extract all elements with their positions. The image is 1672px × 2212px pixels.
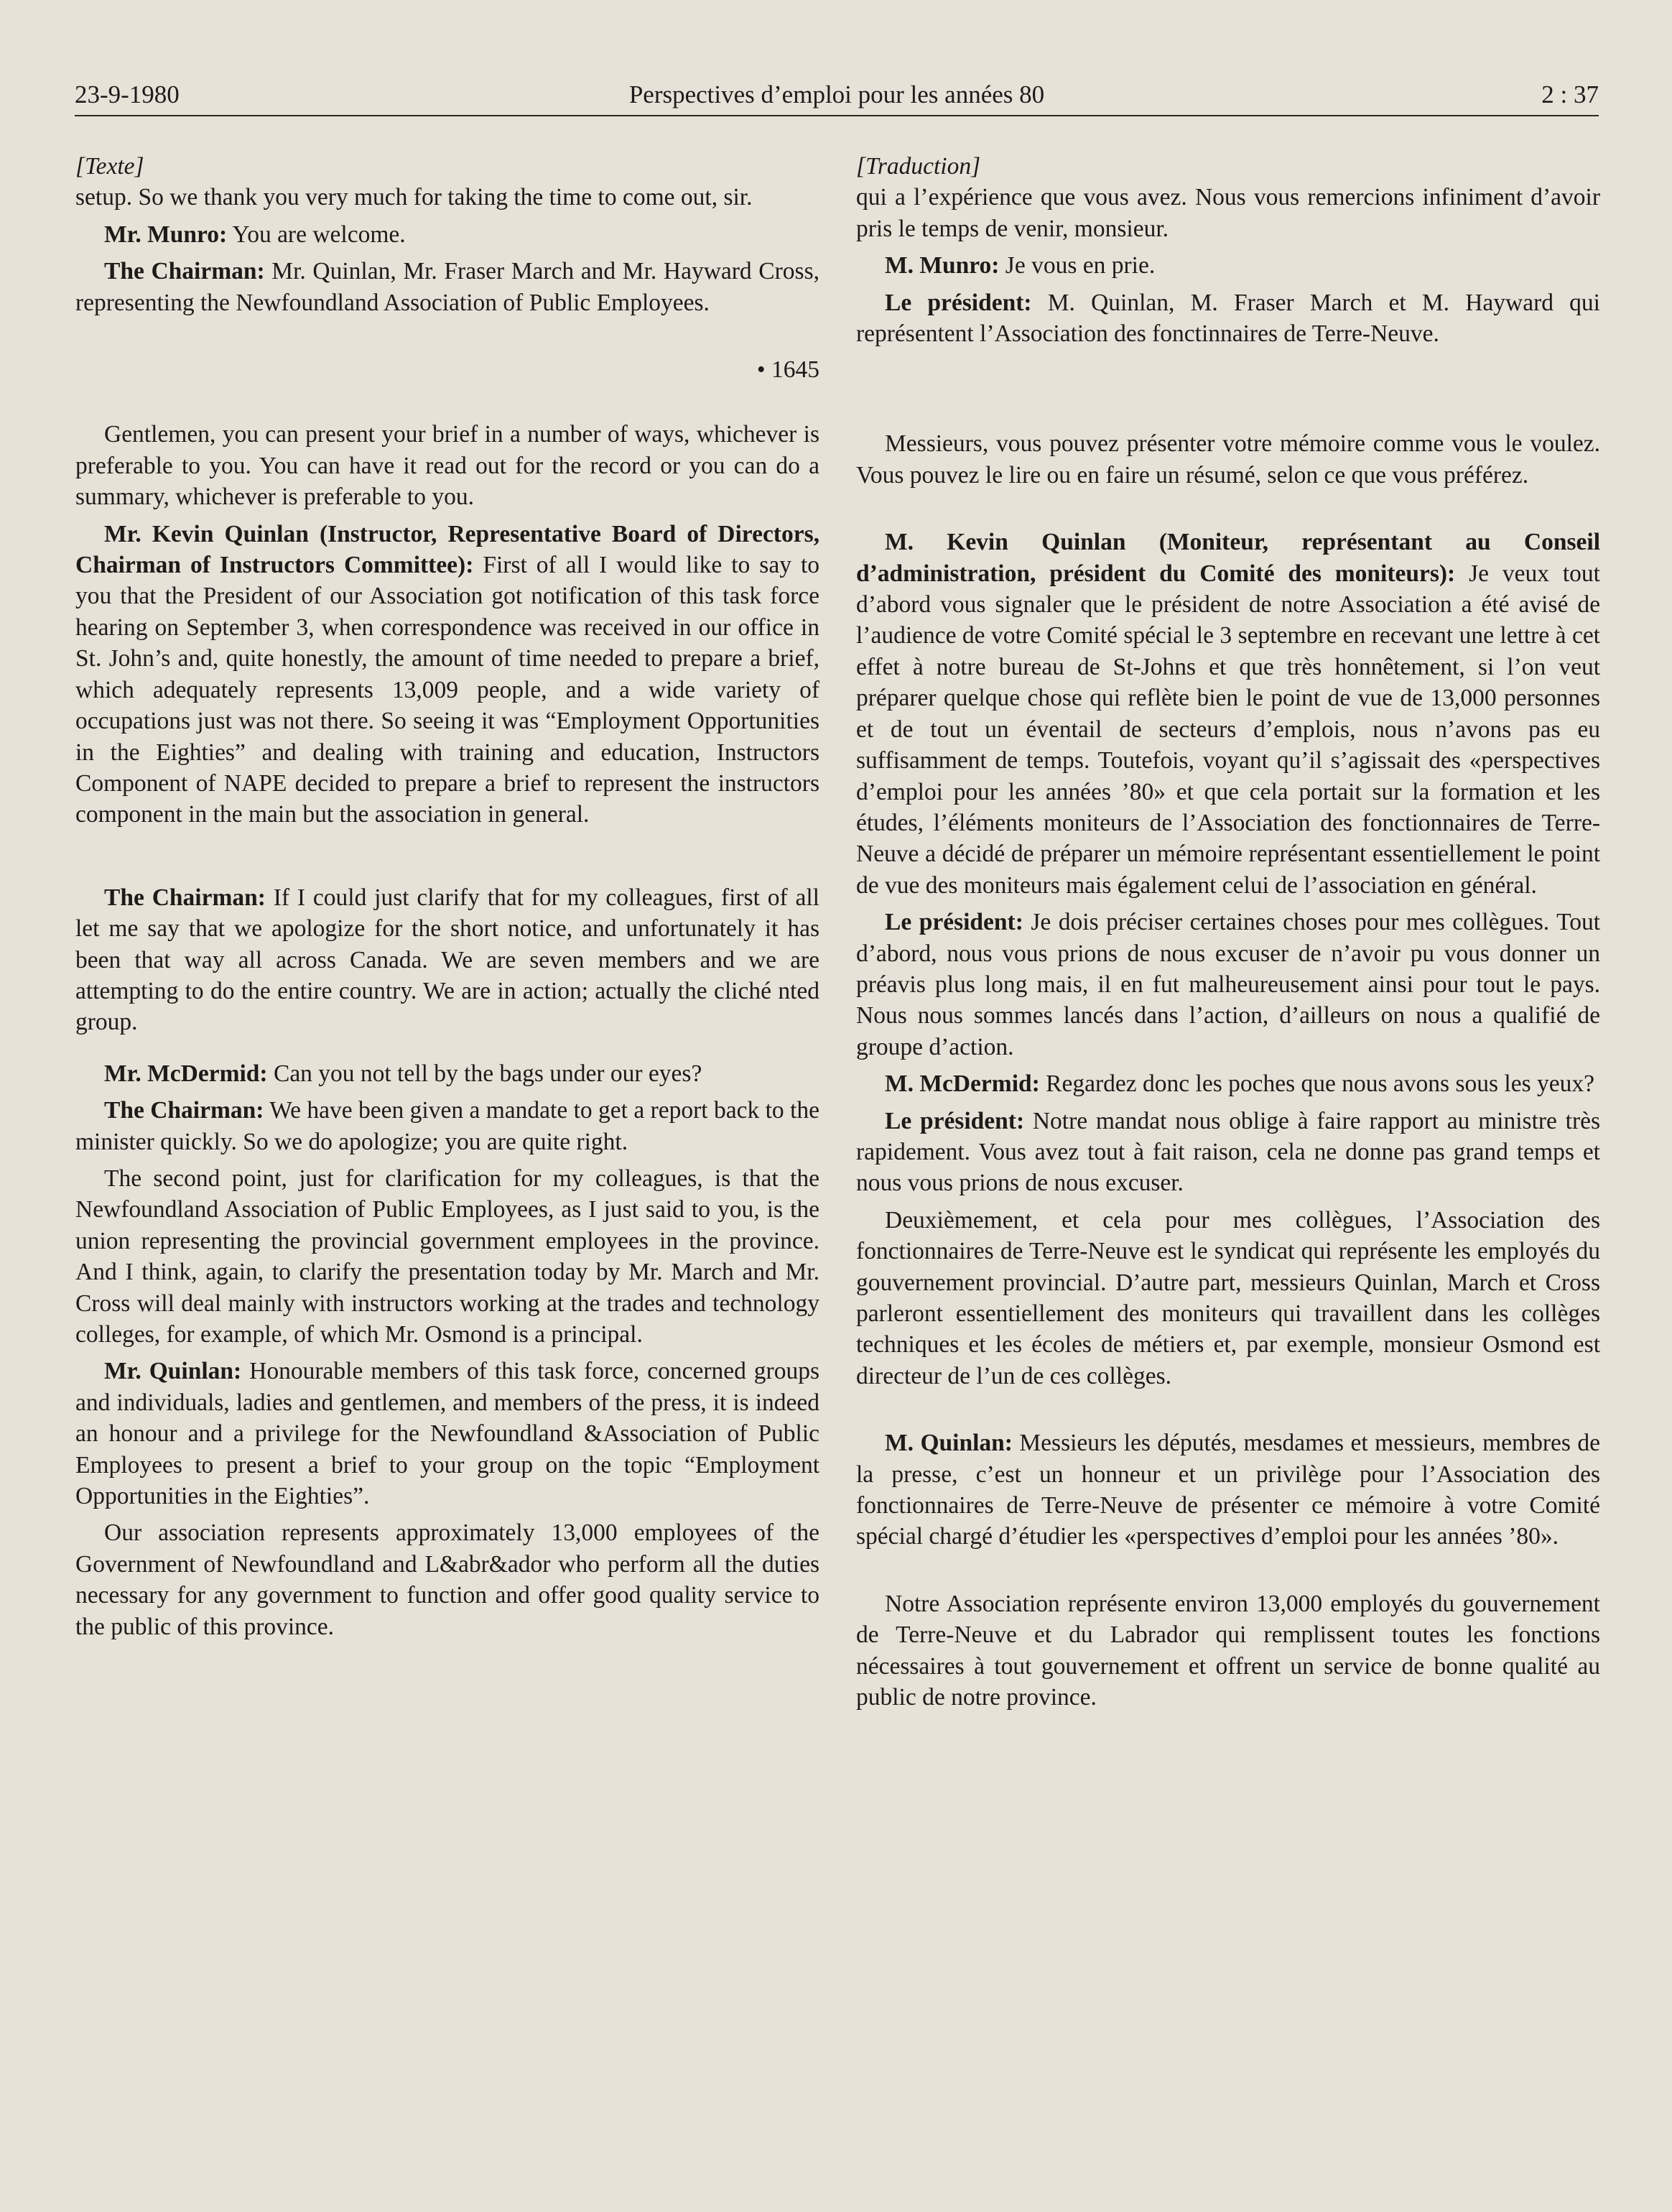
speaker-name: Mr. Kevin Quinlan (Instructor, Representative Board of Directors, Chairman of Instructors Committee): [75,520,819,579]
paragraph: Mr. McDermid: Can you not tell by the bags under our eyes? [104,1060,702,1087]
paragraph: Our association represents approximately 13,000 employees of the Government of Newfoundland and L&abr&ador who perform all the duties necessary for any government to function and offer good quality service to the public of this province. [75,1519,819,1640]
english-column [75,151,819,1642]
paragraph: qui a l’expérience que vous avez. Nous vous remercions infiniment d’avoir pris le temps de venir, monsieur. [856,184,1600,242]
paragraph: The Chairman: We have been given a mandate to get a report back to the minister quickly. So we do apologize; you are quite right. [75,1097,819,1155]
text-tag: [Texte] [75,153,144,180]
speaker-name: Mr. Quinlan: [104,1358,242,1385]
paragraph: setup. So we thank you very much for taking the time to come out, sir. [75,184,753,211]
paragraph: M. McDermid: Regardez donc les poches que nous avons sous les yeux? [885,1070,1594,1098]
speaker-name: Le président: [885,909,1023,936]
header-title: Perspectives d’emploi pour les années 80 [628,80,1045,108]
speaker-name: M. Munro: [885,252,1000,279]
paragraph: Mr. Munro: You are welcome. [104,221,406,248]
paragraph: M. Munro: Je vous en prie. [885,252,1156,279]
paragraph: Gentlemen, you can present your brief in a number of ways, whichever is preferable to you. You can have it read out for the record or you can do a summary, whichever is preferable to you. [75,421,819,511]
header-date: 23-9-1980 [75,80,180,108]
speaker-name: M. Quinlan: [885,1430,1013,1457]
speaker-name: Mr. Munro: [104,221,228,248]
speaker-name: M. Kevin Quinlan (Moniteur, représentant au Conseil d’administration, président du Comité des moniteurs): [856,529,1600,587]
paragraph: Le président: M. Quinlan, M. Fraser March et M. Hayward qui représentent l’Association des fonctinnaires de Terre-Neuve. [856,289,1600,348]
translation-tag: [Traduction] [856,153,981,180]
speaker-name: The Chairman: [104,1097,264,1124]
speaker-name: Le président: [885,1107,1025,1134]
speaker-name: Mr. McDermid: [104,1060,268,1087]
speaker-name: The Chairman: [104,884,266,911]
paragraph: Messieurs, vous pouvez présenter votre mémoire comme vous le voulez. Vous pouvez le lire ou en faire un résumé, selon ce que vous préférez. [856,430,1600,489]
paragraph: Le président: Je dois préciser certaines choses pour mes collègues. Tout d’abord, nous vous prions de nous excuser de n’avoir pu vous donner un préavis plus long mais, il en fut malheureusement ainsi pour tout le pays. Nous nous sommes lancés dans l’action, d’ailleurs on nous a qualifié de groupe d’action. [856,909,1601,1060]
paragraph: The Chairman: Mr. Quinlan, Mr. Fraser March and Mr. Hayward Cross, representing the Newfoundland Association of Public Employees. [75,258,819,316]
page-number: 2 : 37 [1541,80,1599,108]
paragraph: The Chairman: If I could just clarify that for my colleagues, first of all let me say that we apologize for the short notice, and unfortunately it has been that way all across Canada. We are seven members and we are attempting to do the entire country. We are in action; actually the cliché nted group. [75,884,819,1036]
paragraph: M. Quinlan: Messieurs les députés, mesdames et messieurs, membres de la presse, c’est un honneur et un privilège pour l’Association des fonctionnaires de Terre-Neuve de présenter ce mémoire à votre Comité spécial chargé d’étudier les «perspectives d’emploi pour les années ’80». [856,1430,1601,1550]
speaker-name: The Chairman: [104,258,265,285]
paragraph: Notre Association représente environ 13,000 employés du gouvernement de Terre-Neuve et du Labrador qui remplissent toutes les fonctions nécessaires à tout gouvernement et offrent un service de bonne qualité au public de notre province. [856,1590,1600,1711]
paragraph: M. Kevin Quinlan (Moniteur, représentant au Conseil d’administration, président du Comité des moniteurs): Je veux tout d’abord vous signaler que le président de notre Association a été avisé de l’audience de votre Comité spécial le 3 septembre en recevant une lettre à cet effet à notre bureau de St-Johns et que très honnêtement, si l’on veut préparer quelque chose qui reflète bien le point de vue de 13,000 personnes et de tout un éventail de secteurs d’emplois, nous n’avons pas eu suffisamment de temps. Toutefois, voyant qu’il s’agissait des «perspectives d’emploi pour les années ’80» et que cela portait sur la formation et les études, l’éléments moniteurs de l’Association des fonctionnaires de Terre-Neuve a décidé de préparer un mémoire représentant essentiellement le point de vue des moniteurs mais également celui de l’association en général. [856,529,1600,899]
running-header [75,79,1599,116]
speaker-name: Le président: [885,289,1032,316]
paragraph: Mr. Kevin Quinlan (Instructor, Representative Board of Directors, Chairman of Instructors Committee): First of all I would like to say to you that the President of our Association got notification of this task force hearing on September 3, when correspondence was received in our office in St. John’s and, quite honestly, the amount of time needed to prepare a brief, which adequately represents 13,009 people, and a wide variety of occupations just was not there. So seeing it was “Employment Opportunities in the Eighties” and dealing with training and education, Instructors Component of NAPE decided to prepare a brief to represent the instructors component in the main but the association in general. [75,520,819,828]
paragraph: Mr. Quinlan: Honourable members of this task force, concerned groups and individuals, ladies and gentlemen, and members of the press, it is indeed an honour and a privilege for the Newfoundland &Association of Public Employees to present a brief to your group on the topic “Employment Opportunities in the Eighties”. [75,1358,819,1510]
paragraph: Le président: Notre mandat nous oblige à faire rapport au ministre très rapidement. Vous avez tout à fait raison, cela ne donne pas grand temps et nous vous prions de nous excuser. [856,1107,1601,1197]
paragraph: The second point, just for clarification for my colleagues, is that the Newfoundland Association of Public Employees, as I just said to you, is the union representing the provincial government employees in the province. And I think, again, to clarify the presentation today by Mr. March and Mr. Cross will deal mainly with instructors working at the trades and technology colleges, for example, of which Mr. Osmond is a principal. [75,1165,819,1348]
time-marker: • 1645 [756,356,819,384]
paragraph: Deuxièmement, et cela pour mes collègues, l’Association des fonctionnaires de Terre-Neuve est le syndicat qui représente les employés du gouvernement provincial. D’autre part, messieurs Quinlan, March et Cross parleront essentiellement des moniteurs qui travaillent dans les collèges techniques et les écoles de métiers et, par exemple, monsieur Osmond est directeur de l’un de ces collèges. [856,1206,1600,1389]
speaker-name: M. McDermid: [885,1070,1040,1098]
french-column [856,151,1600,1713]
